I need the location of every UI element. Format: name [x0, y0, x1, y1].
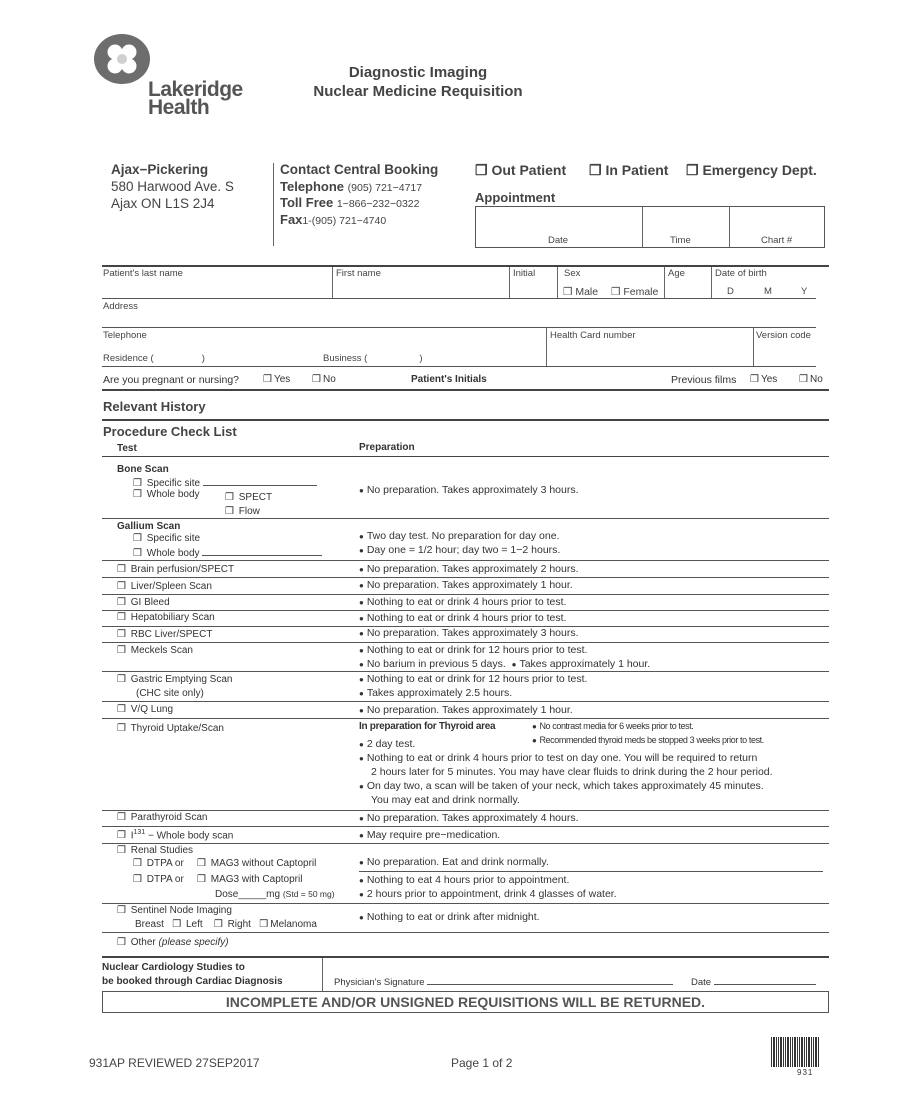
relevant-history-heading: Relevant History	[103, 399, 206, 414]
appointment-time-field[interactable]: Time	[670, 235, 691, 246]
in-patient-checkbox[interactable]: ❒ In Patient	[589, 162, 669, 178]
checkbox-icon: ❒	[259, 919, 269, 930]
thyroid-prep-2: ● Nothing to eat or drink 4 hours prior to test on day one. You will be required to return	[359, 752, 758, 764]
checkbox-icon: ❒	[117, 629, 126, 640]
renal-prep-1: ● No preparation. Eat and drink normally.	[359, 856, 549, 868]
page-subtitle: Nuclear Medicine Requisition	[313, 83, 523, 100]
checkbox-icon: ❒	[117, 812, 126, 823]
physician-signature-field[interactable]: Physician's Signature	[334, 975, 673, 988]
thyroid-note-1: ● No contrast media for 6 weeks prior to test.	[532, 721, 694, 731]
cardiology-note-2: be booked through Cardiac Diagnosis	[102, 976, 283, 987]
checkbox-icon: ❒	[133, 478, 142, 489]
liver-spleen-prep: ● No preparation. Takes approximately 1 hour.	[359, 579, 573, 591]
barcode-icon	[771, 1037, 819, 1067]
checkbox-icon: ❒	[117, 581, 126, 592]
business-phone-field[interactable]: Business ( )	[323, 353, 423, 364]
barcode-number: 931	[797, 1068, 814, 1077]
thyroid-prep-1: ● 2 day test.	[359, 738, 416, 750]
bone-scan-title: Bone Scan	[117, 464, 169, 475]
page-number: Page 1 of 2	[451, 1056, 513, 1070]
patient-initials-field[interactable]: Patient's Initials	[411, 374, 487, 385]
thyroid-prep-2b: 2 hours later for 5 minutes. You may have clear fluids to drink during the 2 hour period.	[371, 766, 773, 778]
form-id: 931AP REVIEWED 27SEP2017	[89, 1056, 260, 1070]
renal-dtpa-checkbox-1[interactable]: ❒ DTPA or	[133, 858, 184, 869]
sentinel-node-checkbox[interactable]: ❒ Sentinel Node Imaging	[117, 905, 232, 916]
gi-bleed-prep: ● Nothing to eat or drink 4 hours prior to test.	[359, 596, 567, 608]
checkbox-icon: ❒	[117, 597, 126, 608]
checkbox-icon: ❒	[213, 919, 223, 930]
renal-mag3-with-checkbox[interactable]: ❒ MAG3 with Captopril	[197, 874, 303, 885]
cardiology-note-1: Nuclear Cardiology Studies to	[102, 962, 245, 973]
checkbox-icon: ❒	[133, 548, 142, 559]
procedure-checklist-heading: Procedure Check List	[103, 424, 237, 439]
age-field[interactable]: Age	[668, 268, 685, 279]
checkbox-icon: ❒	[117, 645, 126, 656]
gi-bleed-checkbox[interactable]: ❒ GI Bleed	[117, 597, 170, 608]
initial-field[interactable]: Initial	[513, 268, 536, 279]
logo	[94, 34, 154, 86]
checkbox-icon: ❒	[686, 162, 699, 178]
barcode	[771, 1037, 819, 1067]
address-field[interactable]: Address	[103, 301, 138, 312]
checkbox-icon: ❒	[197, 874, 206, 885]
last-name-field[interactable]: Patient's last name	[103, 268, 183, 279]
sentinel-options: Breast ❒ Left ❒ Right ❒ Melanoma	[135, 919, 317, 930]
checkbox-icon: ❒	[117, 905, 126, 916]
gallium-prep-2: ● Day one = 1/2 hour; day two = 1−2 hours.	[359, 544, 561, 556]
checkbox-icon: ❒	[117, 845, 126, 856]
previous-films-label: Previous films	[671, 374, 737, 386]
appointment-date-field[interactable]: Date	[548, 235, 569, 246]
gastric-site-note: (CHC site only)	[136, 688, 204, 699]
org-name-line1: Lakeridge	[148, 78, 243, 101]
site-name: Ajax−Pickering	[111, 162, 209, 177]
telephone-label: Telephone	[103, 330, 147, 341]
gallium-specific-site-checkbox[interactable]: ❒ Specific site	[133, 533, 201, 544]
checkbox-icon: ❒	[589, 162, 602, 178]
contact-tollfree: Toll Free 1−866−232−0322	[280, 195, 420, 210]
films-no-checkbox[interactable]: ❒ No	[799, 374, 823, 385]
vq-lung-prep: ● No preparation. Takes approximately 1 hour.	[359, 704, 573, 716]
gastric-emptying-checkbox[interactable]: ❒ Gastric Emptying Scan	[117, 674, 233, 685]
meckels-prep-2: ● No barium in previous 5 days. ● Takes approximately 1 hour.	[359, 658, 651, 670]
checkbox-icon: ❒	[117, 723, 126, 734]
version-code-field[interactable]: Version code	[756, 330, 811, 341]
contact-telephone: Telephone (905) 721−4717	[280, 179, 423, 194]
checkbox-icon: ❒	[563, 286, 573, 298]
checkbox-icon: ❒	[263, 374, 272, 385]
lakeridge-logo-icon	[94, 34, 154, 86]
appointment-heading: Appointment	[475, 190, 556, 205]
checkbox-icon: ❒	[225, 492, 234, 503]
checkbox-icon: ❒	[475, 162, 488, 178]
gallium-scan-title: Gallium Scan	[117, 521, 181, 532]
appointment-chart-field[interactable]: Chart #	[761, 235, 793, 246]
checkbox-icon: ❒	[750, 374, 759, 385]
renal-prep-3: ● 2 hours prior to appointment, drink 4 glasses of water.	[359, 888, 617, 900]
contact-heading: Contact Central Booking	[280, 162, 439, 177]
checkbox-icon: ❒	[197, 858, 206, 869]
checkbox-icon: ❒	[133, 533, 142, 544]
i131-prep: ● May require pre−medication.	[359, 829, 501, 841]
thyroid-checkbox[interactable]: ❒ Thyroid Uptake/Scan	[117, 723, 224, 734]
checkbox-icon: ❒	[611, 286, 621, 298]
checkbox-icon: ❒	[117, 564, 126, 575]
checkbox-icon: ❒	[133, 858, 142, 869]
thyroid-area-note: In preparation for Thyroid area	[359, 721, 496, 732]
gallium-whole-body-checkbox[interactable]: ❒ Whole body	[133, 546, 322, 559]
sex-male-checkbox[interactable]: ❒ Male	[563, 286, 599, 298]
thyroid-prep-3b: You may eat and drink normally.	[371, 794, 520, 806]
sentinel-melanoma-checkbox[interactable]: ❒ Melanoma	[259, 919, 317, 930]
residence-phone-field[interactable]: Residence ( )	[103, 353, 205, 364]
renal-dose-field[interactable]: Dose_____mg (Std = 50 mg)	[215, 889, 335, 900]
i131-checkbox[interactable]: ❒ $I^{131}$ − Whole body scan	[117, 829, 234, 842]
checkbox-icon: ❒	[312, 374, 321, 385]
renal-prep-2: ● Nothing to eat 4 hours prior to appointment.	[359, 874, 570, 886]
films-yes-checkbox[interactable]: ❒ Yes	[750, 374, 778, 385]
checkbox-icon: ❒	[133, 489, 142, 500]
liver-spleen-checkbox[interactable]: ❒ Liver/Spleen Scan	[117, 581, 212, 592]
gastric-prep-2: ● Takes approximately 2.5 hours.	[359, 687, 513, 699]
brain-perfusion-checkbox[interactable]: ❒ Brain perfusion/SPECT	[117, 564, 235, 575]
gallium-prep-1: ● Two day test. No preparation for day one.	[359, 530, 560, 542]
sex-female-checkbox[interactable]: ❒ Female	[611, 286, 659, 298]
signature-date-field[interactable]: Date	[691, 975, 816, 988]
org-name-line2: Health	[148, 96, 210, 119]
emergency-checkbox[interactable]: ❒ Emergency Dept.	[686, 162, 817, 178]
first-name-field[interactable]: First name	[336, 268, 381, 279]
col-test-header: Test	[117, 443, 137, 454]
rbc-liver-prep: ● No preparation. Takes approximately 3 hours.	[359, 627, 579, 639]
parathyroid-prep: ● No preparation. Takes approximately 4 hours.	[359, 812, 579, 824]
checkbox-icon: ❒	[117, 704, 126, 715]
pregnant-yes-checkbox[interactable]: ❒ Yes	[263, 374, 291, 385]
checkbox-icon: ❒	[117, 830, 126, 842]
sex-label: Sex	[564, 268, 581, 279]
dob-field[interactable]: Date of birth	[715, 268, 767, 279]
warning-text: INCOMPLETE AND/OR UNSIGNED REQUISITIONS WILL BE RETURNED.	[225, 994, 706, 1010]
dob-month: M	[764, 286, 772, 297]
thyroid-note-2: ● Recommended thyroid meds be stopped 3 weeks prior to test.	[532, 735, 764, 745]
rbc-liver-checkbox[interactable]: ❒ RBC Liver/SPECT	[117, 629, 213, 640]
site-address-1: 580 Harwood Ave. S	[111, 179, 234, 194]
dob-day: D	[727, 286, 734, 297]
checkbox-icon: ❒	[117, 937, 126, 948]
bone-flow-checkbox[interactable]: ❒ Flow	[225, 506, 260, 517]
checkbox-icon: ❒	[799, 374, 808, 385]
out-patient-checkbox[interactable]: ❒ Out Patient	[475, 162, 567, 178]
parathyroid-checkbox[interactable]: ❒ Parathyroid Scan	[117, 812, 208, 823]
page-title: Diagnostic Imaging	[348, 64, 488, 81]
site-address-2: Ajax ON L1S 2J4	[111, 196, 215, 211]
bone-whole-body-checkbox[interactable]: ❒ Whole body	[133, 489, 200, 500]
meckels-prep-1: ● Nothing to eat or drink for 12 hours prior to test.	[359, 644, 588, 656]
health-card-field[interactable]: Health Card number	[550, 330, 636, 341]
contact-fax: Fax1-(905) 721−4740	[280, 212, 387, 227]
checkbox-icon: ❒	[117, 612, 126, 623]
meckels-checkbox[interactable]: ❒ Meckels Scan	[117, 645, 193, 656]
hepatobiliary-prep: ● Nothing to eat or drink 4 hours prior to test.	[359, 612, 567, 624]
col-prep-header: Preparation	[359, 442, 415, 453]
renal-studies-checkbox[interactable]: ❒ Renal Studies	[117, 845, 194, 856]
checkbox-icon: ❒	[172, 919, 182, 930]
other-checkbox[interactable]: ❒ Other (please specify)	[117, 937, 229, 948]
bone-spect-checkbox[interactable]: ❒ SPECT	[225, 492, 273, 503]
checkbox-icon: ❒	[117, 674, 126, 685]
dob-year: Y	[801, 286, 808, 297]
bone-specific-site-checkbox[interactable]: ❒ Specific site	[133, 476, 317, 489]
bone-prep: ● No preparation. Takes approximately 3 hours.	[359, 484, 579, 496]
renal-mag3-without-checkbox[interactable]: ❒ MAG3 without Captopril	[197, 858, 317, 869]
pregnant-no-checkbox[interactable]: ❒ No	[312, 374, 336, 385]
hepatobiliary-checkbox[interactable]: ❒ Hepatobiliary Scan	[117, 612, 215, 623]
thyroid-prep-3: ● On day two, a scan will be taken of your neck, which takes approximately 45 minutes.	[359, 780, 764, 792]
contact-divider	[273, 163, 274, 246]
pregnant-question: Are you pregnant or nursing?	[103, 374, 240, 386]
sentinel-left-checkbox[interactable]: ❒ Left	[172, 919, 203, 930]
checkbox-icon: ❒	[225, 506, 234, 517]
checkbox-icon: ❒	[133, 874, 142, 885]
brain-perfusion-prep: ● No preparation. Takes approximately 2 hours.	[359, 563, 579, 575]
gastric-prep-1: ● Nothing to eat or drink for 12 hours prior to test.	[359, 673, 588, 685]
renal-dtpa-checkbox-2[interactable]: ❒ DTPA or	[133, 874, 184, 885]
vq-lung-checkbox[interactable]: ❒ V/Q Lung	[117, 704, 174, 715]
sentinel-right-checkbox[interactable]: ❒ Right	[213, 919, 251, 930]
sentinel-prep: ● Nothing to eat or drink after midnight.	[359, 911, 540, 923]
